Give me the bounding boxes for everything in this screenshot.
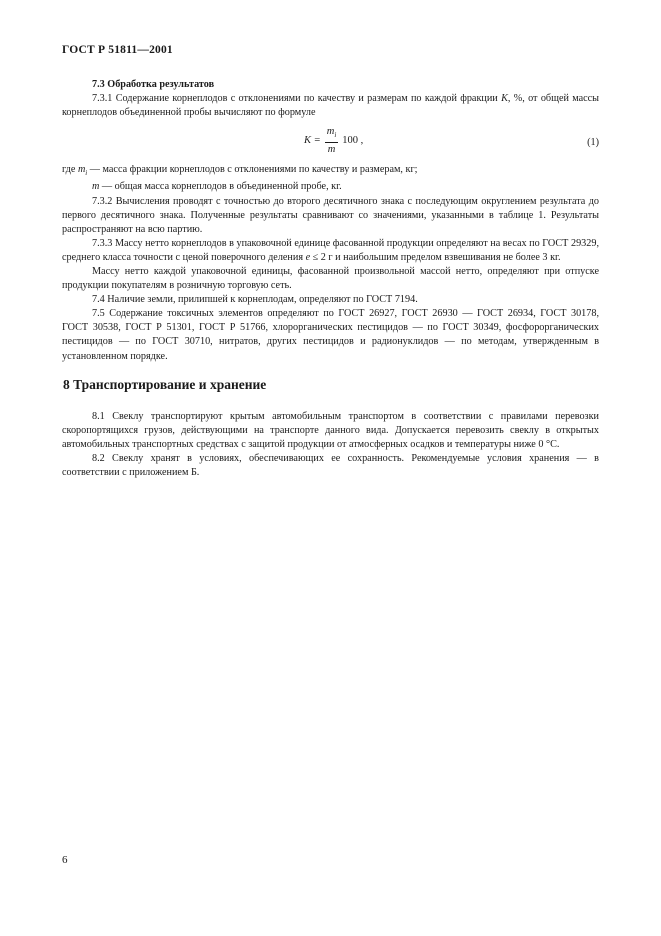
paragraph-7-4: 7.4 Наличие земли, прилипшей к корнеплодам, определяют по ГОСТ 7194. <box>92 294 418 306</box>
formula-expression <box>304 126 363 156</box>
formula-denominator: m <box>327 144 336 156</box>
paragraph-7-3-1-text-end: , %, от общей массы корнеплодов объединенной пробы вычисляют по формуле <box>62 93 600 119</box>
paragraph-7-3-2: 7.3.2 Вычисления проводят с точностью до второго десятичного знака с последующим округлением результата до первого десятичного знака. Полученные результаты сравнивают со значениями, указанными в таблице 1. Результаты распространяют на всю партию. <box>62 195 599 235</box>
formula-lhs: K = <box>304 135 321 147</box>
paragraph-7-3-3: 7.3.3 Массу нетто корнеплодов в упаковочной единице фасованной продукции определяют на весах по ГОСТ 29329, среднего класса точности с ценой поверочного деления e ≤ 2 г и наибольшим пределом взвешивания не более 3 кг. <box>62 237 599 263</box>
paragraph-7-5: 7.5 Содержание токсичных элементов определяют по ГОСТ 26927, ГОСТ 26930 — ГОСТ 26934, ГОСТ 30178, ГОСТ 30538, ГОСТ Р 51301, ГОСТ Р 51766, хлорорганических пестицидов — по ГОСТ 30349, фосфорорганических пестицидов — по ГОСТ 30710, нитратов, других пестицидов и радионуклидов — по методам, утвержденным в установленном порядке. <box>62 308 599 362</box>
paragraph-7-3-1 <box>62 92 599 120</box>
formula-1 <box>62 124 599 160</box>
subsection-heading-7-3: 7.3 Обработка результатов <box>92 79 215 90</box>
paragraph-7-3-3-net-mass: Массу нетто каждой упаковочной единицы, фасованной произвольной массой нетто, определяют при отпуске продукции покупателям в розничную торговую сеть. <box>62 265 599 292</box>
formula-factor: 100 , <box>342 135 364 147</box>
formula-number: (1) <box>587 137 599 149</box>
paragraph-8-1: 8.1 Свеклу транспортируют крытым автомобильным транспортом в соответствии с правилами перевозки скоропортящихся грузов, действующими на транспорте данного вида. Допускается перевозить свеклу в открытых автомобильных транспортных средствах с защитой продукции от атмосферных осадков и температуры ниже 0 °С. <box>62 410 599 450</box>
variable-k: K <box>501 93 508 105</box>
definition-mi: где $m_i$ — масса фракции корнеплодов с отклонениями по качеству и размерам, кг; <box>62 164 418 178</box>
document-code-header: ГОСТ Р 51811—2001 <box>62 44 173 56</box>
page-number: 6 <box>62 854 68 866</box>
formula-numerator: $m_i$ <box>325 126 339 143</box>
paragraph-8-2: 8.2 Свеклу хранят в условиях, обеспечивающих ее сохранность. Рекомендуемые условия хранения — в соответствии с приложением Б. <box>62 453 599 479</box>
paragraph-7-3-1-text: 7.3.1 Содержание корнеплодов с отклонениями по качеству и размерам по каждой фракции <box>92 93 498 105</box>
definition-m: m — общая масса корнеплодов в объединенной пробе, кг. <box>92 181 342 193</box>
section-heading-8: 8 Транспортирование и хранение <box>63 376 267 392</box>
formula-fraction <box>325 126 339 156</box>
page-content <box>62 78 599 480</box>
